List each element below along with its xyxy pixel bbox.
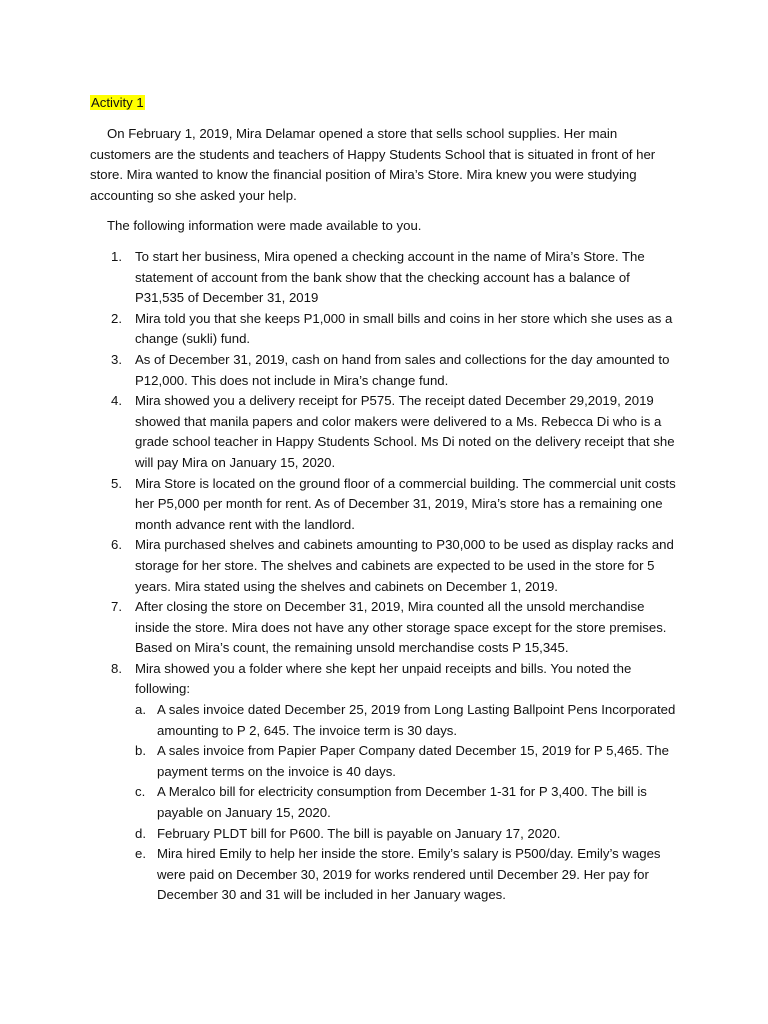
list-item: [106, 474, 681, 536]
sublist-item-letter: a.: [135, 702, 146, 718]
activity-title: [90, 93, 145, 113]
list-item-number: 1.: [111, 249, 122, 264]
sublist-item-text: A sales invoice from Papier Paper Company dated December 15, 2019 for P 5,465. The payment terms on the invoice is 40 days.: [157, 743, 669, 779]
activity-title-text: Activity 1: [91, 95, 144, 110]
sublist-item: [135, 844, 681, 906]
sublist-item-text: A Meralco bill for electricity consumption from December 1-31 for P 3,400. The bill is payable on January 15, 2020.: [157, 784, 647, 821]
sublist-item-letter: d.: [135, 825, 146, 841]
list-item-text: After closing the store on December 31, 2019, Mira counted all the unsold merchandise inside the store. Mira does not have any other storage space except for the store premises. Based on Mira’s count, the remaining unsold merchandise costs P 15,345.: [135, 599, 667, 656]
list-item-number: 2.: [111, 310, 122, 326]
sublist-item-letter: b.: [135, 743, 146, 759]
sublist-item-letter: c.: [135, 784, 146, 800]
list-item-number: 7.: [111, 599, 122, 615]
list-item-text: Mira Store is located on the ground floor of a commercial building. The commercial unit costs her P5,000 per month for rent. As of December 31, 2019, Mira’s store has a remaining one month advance rent with the landlord.: [135, 475, 676, 532]
list-item-number: 8.: [111, 660, 122, 676]
sublist-item: [135, 824, 681, 845]
list-item: [106, 309, 681, 350]
list-item: [106, 247, 681, 309]
list-item-number: 5.: [111, 475, 122, 491]
list-item-text: Mira showed you a folder where she kept her unpaid receipts and bills. You noted the following:: [135, 660, 632, 697]
sublist-item-text: Mira hired Emily to help her inside the store. Emily’s salary is P500/day. Emily’s wages were paid on December 30, 2019 for works rendered until December 29. Her pay for December 30 and 31 will be included in her January wages.: [157, 846, 661, 903]
list-item-text: Mira purchased shelves and cabinets amounting to P30,000 to be used as display racks and storage for her store. The shelves and cabinets are expected to be used in the store for 5 years. Mira stated using the shelves and cabinets on December 1, 2019.: [135, 537, 674, 594]
list-item-number: 4.: [111, 393, 122, 409]
list-item-text: Mira told you that she keeps P1,000 in small bills and coins in her store which she uses as a change (sukli) fund.: [135, 310, 673, 347]
numbered-list: [106, 247, 681, 906]
sublist-item: [135, 700, 681, 741]
list-item: [106, 350, 681, 391]
list-item-text: Mira showed you a delivery receipt for P575. The receipt dated December 29,2019, 2019 showed that manila papers and color makers were delivered to a Ms. Rebecca Di who is a grade school teacher in Happy Students School. Ms Di noted on the delivery receipt that she will pay Mira on January 15, 2020.: [135, 393, 675, 470]
list-item: [106, 391, 681, 473]
lettered-sublist: [135, 700, 681, 906]
list-item-text: To start her business, Mira opened a checking account in the name of Mira’s Store. The statement of account from the bank show that the checking account has a balance of P31,535 of December 31, 2019: [135, 249, 645, 306]
intro-paragraph: On February 1, 2019, Mira Delamar opened a store that sells school supplies. Her main customers are the students and teachers of Happy Students School that is situated in front of her store. Mira wanted to know the financial position of Mira’s Store. Mira knew you were studying accounting so she asked your help.: [90, 126, 656, 203]
available-info-line: The following information were made available to you.: [107, 218, 422, 233]
sublist-item-text: A sales invoice dated December 25, 2019 from Long Lasting Ballpoint Pens Incorporated amounting to P 2, 645. The invoice term is 30 days.: [157, 702, 676, 738]
list-item: [106, 659, 681, 906]
sublist-item-letter: e.: [135, 846, 146, 862]
sublist-item: [135, 782, 681, 823]
sublist-item: [135, 741, 681, 782]
sublist-item-text: February PLDT bill for P600. The bill is payable on January 17, 2020.: [157, 825, 561, 841]
list-item: [106, 597, 681, 659]
list-item-number: 6.: [111, 537, 122, 553]
list-item-text: As of December 31, 2019, cash on hand from sales and collections for the day amounted to P12,000. This does not include in Mira’s change fund.: [135, 351, 670, 388]
list-item: [106, 535, 681, 597]
list-item-number: 3.: [111, 351, 122, 367]
